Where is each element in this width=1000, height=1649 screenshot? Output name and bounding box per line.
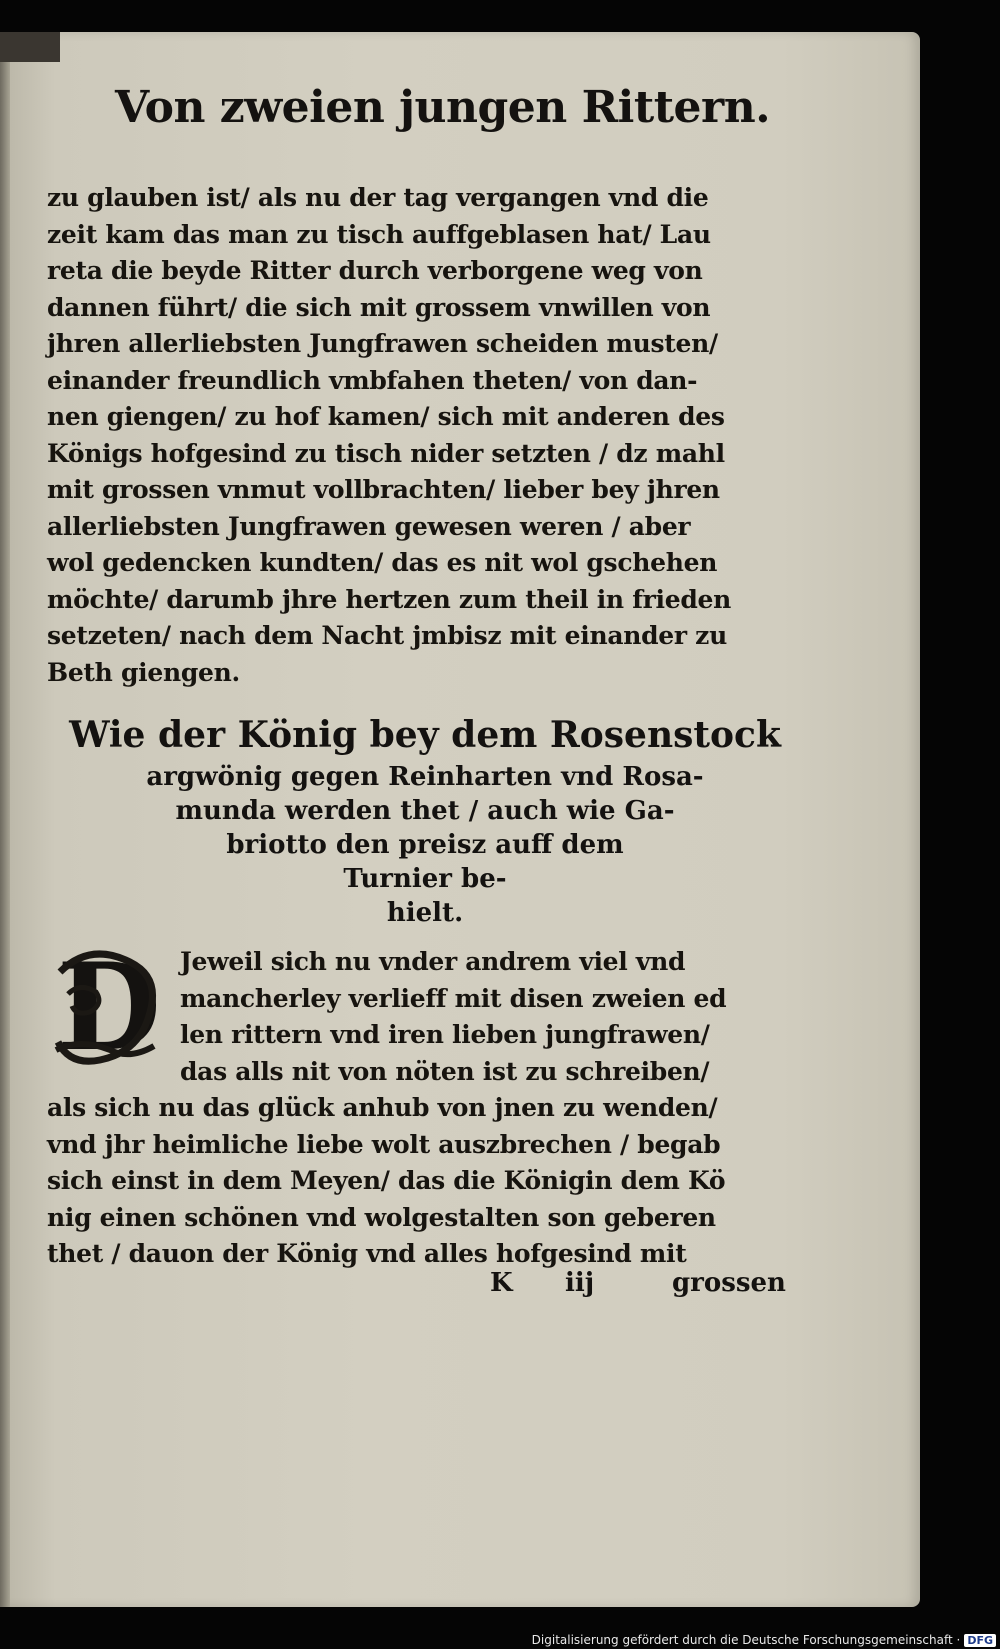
chapter-heading-line: hielt. bbox=[386, 898, 464, 928]
paragraph-2-indented bbox=[180, 944, 780, 1090]
page-edge-shadow bbox=[0, 32, 60, 62]
text-line: als sich nu das glück anhub von jnen zu wenden/ bbox=[47, 1093, 718, 1122]
initial-letter: D bbox=[56, 937, 162, 1078]
text-line: nig einen schönen vnd wolgestalten son geberen bbox=[47, 1202, 716, 1232]
signature-number: iij bbox=[565, 1268, 595, 1298]
text-line: zu glauben ist/ als nu der tag vergangen vnd die bbox=[47, 183, 709, 212]
text-line: allerliebsten Jungfrawen gewesen weren / aber bbox=[47, 511, 691, 541]
paragraph-1 bbox=[47, 180, 787, 691]
text-line: mit grossen vnmut vollbrachten/ lieber bey jhren bbox=[47, 475, 720, 504]
text-line: möchte/ darumb jhre hertzen zum theil in frieden bbox=[47, 584, 731, 614]
text-line: Beth giengen. bbox=[47, 657, 240, 687]
text-line: mancherley verlieff mit disen zweien ed bbox=[180, 983, 727, 1013]
text-line: einander freundlich vmbfahen theten/ von dan- bbox=[47, 365, 698, 395]
text-line: vnd jhr heimliche liebe wolt auszbrechen / begab bbox=[47, 1129, 721, 1159]
dfg-logo: DFG bbox=[964, 1634, 996, 1647]
text-line: Jeweil sich nu vnder andrem viel vnd bbox=[180, 947, 686, 976]
catchword: grossen bbox=[672, 1268, 786, 1298]
text-line: das alls nit von nöten ist zu schreiben/ bbox=[180, 1056, 710, 1086]
chapter-heading bbox=[45, 710, 805, 930]
book-spine bbox=[0, 32, 10, 1607]
text-line: reta die beyde Ritter durch verborgene weg von bbox=[47, 256, 703, 285]
funding-credit-text: Digitalisierung gefördert durch die Deutsche Forschungsgemeinschaft · bbox=[531, 1633, 961, 1647]
text-line: zeit kam das man zu tisch auffgeblasen hat/ Lau bbox=[47, 219, 711, 249]
initial-flourish-icon bbox=[50, 937, 168, 1078]
text-line: dannen führt/ die sich mit grossem vnwillen von bbox=[47, 292, 711, 322]
text-line: sich einst in dem Meyen/ das die Königin dem Kö bbox=[47, 1166, 726, 1195]
text-line: jhren allerliebsten Jungfrawen scheiden musten/ bbox=[47, 329, 718, 358]
text-line: setzeten/ nach dem Nacht jmbisz mit einander zu bbox=[47, 621, 727, 650]
page-footer-line bbox=[0, 1268, 920, 1308]
running-header: Von zweien jungen Rittern. bbox=[115, 82, 771, 133]
chapter-heading-line: Turnier be- bbox=[343, 864, 507, 894]
funding-credit bbox=[532, 1633, 996, 1647]
chapter-heading-line: briotto den preisz auff dem bbox=[226, 830, 624, 860]
signature-mark: K bbox=[490, 1268, 513, 1298]
text-line: nen giengen/ zu hof kamen/ sich mit anderen des bbox=[47, 402, 725, 431]
book-page bbox=[0, 32, 920, 1607]
chapter-heading-line: munda werden thet / auch wie Ga- bbox=[175, 796, 675, 826]
chapter-heading-main: Wie der König bey dem Rosenstock bbox=[69, 714, 781, 756]
text-line: thet / dauon der König vnd alles hofgesind mit bbox=[47, 1239, 687, 1268]
paragraph-2 bbox=[47, 1090, 787, 1273]
text-line: len rittern vnd iren lieben jungfrawen/ bbox=[180, 1020, 710, 1049]
text-line: Königs hofgesind zu tisch nider setzten / dz mahl bbox=[47, 438, 725, 468]
text-line: wol gedencken kundten/ das es nit wol gschehen bbox=[47, 548, 718, 577]
chapter-heading-line: argwönig gegen Reinharten vnd Rosa- bbox=[146, 762, 704, 792]
decorated-initial bbox=[50, 937, 168, 1078]
